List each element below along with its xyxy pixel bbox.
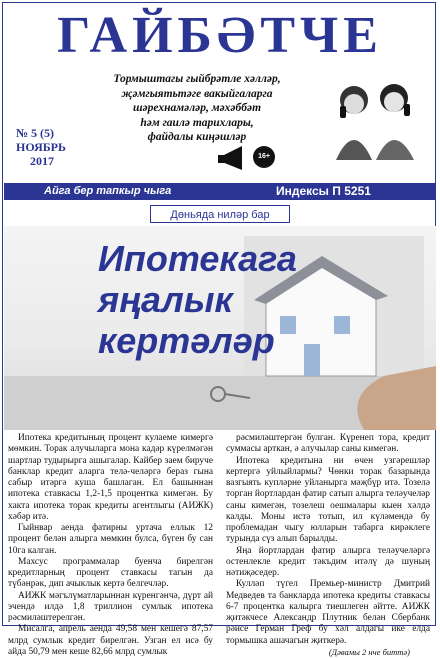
paragraph: Яңа йортлардан фатир алырга теләучеләргә остенлекле кредит тәкъдим итәлү дә шуның нәтиҗәседер.: [226, 545, 430, 578]
headline-line: яңалык: [98, 279, 233, 320]
gossip-women-illustration: [326, 70, 422, 170]
tagline-line: Тормыштагы гыйбрәтле хәлләр,: [113, 73, 281, 85]
tagline: [72, 72, 322, 145]
paragraph: Махсус программалар буенча бирелгән кредитларның процент ставкасы тагын да түбәнрәк, дип ачыклык кертә белгечләр.: [8, 556, 213, 590]
paragraph: АИЖК мәгълүматларыннан күренгәнчә, дүрт ай эчендә илдә 1,8 триллион сумлык ипотека рәсмиләштерелгән.: [8, 590, 213, 623]
article-headline: [98, 238, 297, 361]
section-heading: Дөньяда ниләр бар: [150, 205, 290, 223]
issue-info: [16, 126, 86, 168]
megaphone-icon: [218, 144, 258, 174]
headline-line: кертәләр: [98, 320, 275, 361]
headline-line: Ипотекага: [98, 238, 297, 279]
issue-number: № 5 (5): [16, 126, 55, 140]
paragraph: рәсмиләштергән булган. Күренеп тора, кредит суммасы арткан, ә алучылар саны кимегән.: [226, 433, 430, 455]
paragraph: Мисалга, апрель аенда 49,58 мен кешегә 87,57 млрд сумлык кредит бирелгән. Узган ел исә бу айда 50,79 мен кеше 82,66 млрд сумлык: [8, 624, 213, 657]
issue-year: 2017: [30, 154, 54, 168]
tagline-line: һәм гаилә тарихлары,: [140, 116, 254, 129]
frequency-text: Айга бер тапкыр чыга: [44, 185, 172, 197]
info-bar: [4, 183, 436, 200]
paragraph: Гыйнвар аенда фатирны уртача еллык 12 процент белән алырга мөмкин булса, бүген бу сан 10га калган.: [8, 523, 213, 556]
paragraph: Кулләп түгел Премьер-министр Дмитрий Медведев та банкларда ипотека кредиты ставкасы 6-7 процентка калырга тиешлеген әйтте. АИЖК җитәкчесе Александр Плутник белән Сбербанк рәисе Герман Греф бу хәл алдагы ике елда тормышка ашачагын җиткерә.: [226, 579, 430, 646]
age-rating-badge: 16+: [253, 146, 275, 168]
tagline-line: җәмгыятьтәге вакыйгаларга: [121, 87, 273, 100]
tagline-line: файдалы киңәшләр: [147, 131, 247, 143]
paragraph: Ипотека кредитына ни өчен узгәрешләр кертергә уйлыйлармы? Чөнки торак базарында вазгыять купләрне уйланырга мәҗбүр итә. Тозелә торган йортлардан фатир сатып алырга теләучеләр саны кимегән, тозелеш оешмалары кыен хәлдә калды. Моны истә тотып, ил күләмендә бу проблемадан чыгу юлларын табарга кирәклеге турында сүз алып барылды.: [226, 455, 430, 545]
issue-month: НОЯБРЬ: [16, 140, 66, 154]
article-column-2: [226, 433, 430, 658]
subscription-index: Индексы П 5251: [276, 184, 371, 198]
continued-note: (Дәвамы 2 нче биттә): [328, 646, 410, 657]
article-column-1: [8, 433, 213, 658]
newspaper-title: ГАЙБӘТЧЕ: [57, 7, 383, 64]
tagline-line: шәрехнамәләр, мәхәббәт: [132, 102, 262, 114]
paragraph: Ипотека кредитының процент кулаеме кимергә мөмкин. Торак алучыларга мона кадәр күрелмәгән шартлар тудырырга ашыгалар. Кайбер заем биручe банклар кредит аларга телә-челәргә бераз гына сабыр итәргә куша башлаган. Ел башыннан ипотека ставкасы 1,2-1,5 процентка кимегән. Бу хакта ипотека торак кредиты агентлыгы (АИЖК) хәбәр итә.: [8, 433, 213, 522]
